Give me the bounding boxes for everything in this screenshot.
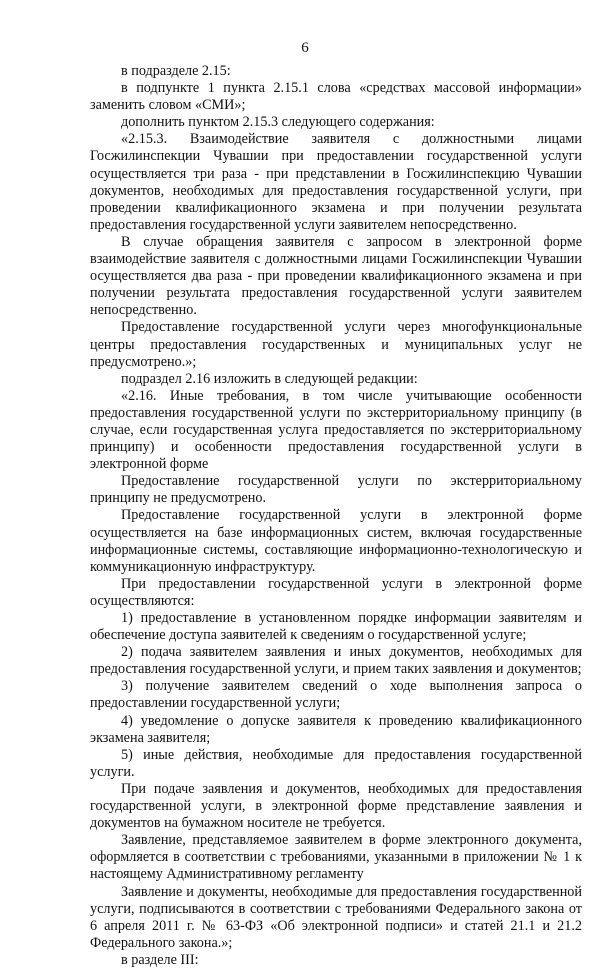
paragraph: Заявление, представляемое заявителем в форме электронного документа, оформляется в соответствии с требованиями, указанными в приложении № 1 к настоящему Административному регламенту — [90, 832, 582, 883]
document-body — [90, 63, 582, 969]
paragraph: При предоставлении государственной услуги в электронной форме осуществляются: — [90, 575, 582, 609]
paragraph: При подаче заявления и документов, необходимых для предоставления государственной услуги, в электронной форме представление заявления и документов на бумажном носителе не требуется. — [90, 780, 582, 832]
list-item: 3) получение заявителем сведений о ходе выполнения запроса о предоставлении государственной услуги; — [90, 678, 582, 712]
paragraph: Предоставление государственной услуги через многофункциональные центры предоставления государственных и муниципальных услуг не предусмотрено.»; — [90, 319, 582, 370]
page-number: 6 — [301, 40, 309, 56]
paragraph: в разделе III: — [121, 951, 199, 968]
list-item: 1) предоставление в установленном порядке информации заявителям и обеспечение доступа заявителей к сведениям о государственной услуге; — [90, 610, 582, 644]
list-item: 5) иные действия, необходимые для предоставления государственной услуги. — [90, 746, 582, 780]
paragraph: Предоставление государственной услуги по экстерриториальному принципу не предусмотрено. — [90, 473, 582, 507]
paragraph: «2.16. Иные требования, в том числе учитывающие особенности предоставления государственной услуги по экстерриториальному принципу (в случае, если государственная услуга предоставляется по экстерриториальному принципу) и особенности предоставления государственной услуги в электронной форме — [90, 387, 582, 473]
list-item: 2) подача заявителем заявления и иных документов, необходимых для предоставления государственной услуги, и прием таких заявления и документов; — [90, 644, 582, 678]
paragraph: В случае обращения заявителя с запросом в электронной форме взаимодействие заявителя с должностными лицами Госжилинспекции Чувашии осуществляется два раза - при проведении квалификационного экзамена и при получении результата предоставления государственной услуги заявителем непосредственно. — [90, 233, 582, 319]
paragraph: дополнить пунктом 2.15.3 следующего содержания: — [121, 114, 435, 131]
paragraph: в подпункте 1 пункта 2.15.1 слова «средствах массовой информации» заменить словом «СМИ»; — [90, 80, 582, 114]
paragraph: «2.15.3. Взаимодействие заявителя с должностными лицами Госжилинспекции Чувашии при предоставлении государственной услуги осуществляется три раза - при представлении в Госжилинспекцию Чувашии документов, необходимых для предоставления государственной услуги, при проведении квалификационного экзамена и при получении результата предоставления государственной услуги заявителем непосредственно. — [90, 131, 582, 233]
paragraph: Предоставление государственной услуги в электронной форме осуществляется на базе информационных систем, включая государственные информационные системы, составляющие информационно-технологическую и коммуникационную инфраструктуру. — [90, 507, 582, 575]
paragraph: в подразделе 2.15: — [121, 63, 231, 79]
paragraph: Заявление и документы, необходимые для предоставления государственной услуги, подписываются в соответствии с требованиями Федерального закона от 6 апреля 2011 г. № 63-ФЗ «Об электронной подписи» и статей 21.1 и 21.2 Федерального закона.»; — [90, 883, 582, 951]
paragraph: подраздел 2.16 изложить в следующей редакции: — [121, 370, 418, 387]
list-item: 4) уведомление о допуске заявителя к проведению квалификационного экзамена заявителя; — [90, 712, 582, 746]
